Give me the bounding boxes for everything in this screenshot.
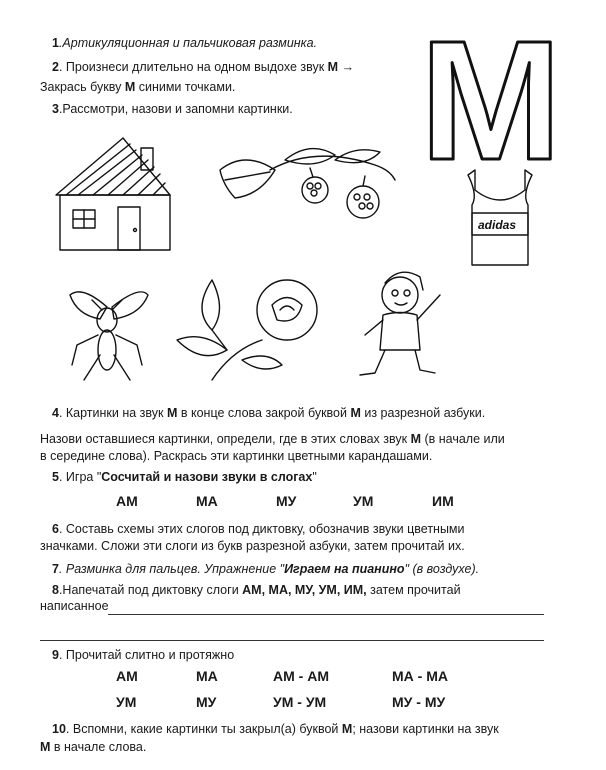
syllable-9-r2-2: МУ bbox=[196, 694, 217, 710]
arrow-right-icon: → bbox=[341, 60, 355, 74]
task-10-text2-b: в начале слова. bbox=[50, 740, 147, 754]
task-8-line2 bbox=[40, 599, 109, 613]
task-2-sound: М bbox=[327, 60, 339, 74]
tank-top-picture bbox=[460, 165, 540, 275]
task-10-text-c: ; назови картинки на звук bbox=[352, 722, 499, 736]
task-6-line2 bbox=[40, 539, 465, 553]
task-10-text-b: М bbox=[341, 722, 353, 736]
syllable-9-r1-1: АМ bbox=[116, 668, 138, 684]
task-4-p2-b: М bbox=[410, 432, 421, 446]
task-2-line2-c: синими точками. bbox=[135, 80, 236, 94]
task-5-number: 5 bbox=[52, 470, 59, 484]
task-4-p2-a: Назови оставшиеся картинки, определи, где в этих словах звук bbox=[40, 432, 411, 446]
syllable-9-r1-4: МА - МА bbox=[392, 668, 448, 684]
syllable-9-r1-3: АМ - АМ bbox=[273, 668, 329, 684]
writing-line-1[interactable] bbox=[108, 614, 544, 615]
task-3 bbox=[52, 102, 293, 116]
task-8-text-c: затем прочитай bbox=[366, 583, 461, 597]
task-4-number: 4 bbox=[52, 406, 59, 420]
syllable-5-2: МА bbox=[196, 493, 218, 509]
task-5-text-c: " bbox=[312, 470, 317, 484]
task-3-text: .Рассмотри, назови и запомни картинки. bbox=[58, 102, 293, 116]
task-4 bbox=[52, 406, 485, 420]
task-10-number: 10 bbox=[52, 722, 66, 736]
task-4-text-a: . Картинки на звук bbox=[58, 406, 167, 420]
task-5 bbox=[52, 470, 317, 484]
task-1 bbox=[52, 36, 317, 50]
task-10-text2-a: М bbox=[40, 740, 51, 754]
task-4-text-c: в конце слова закрой буквой bbox=[177, 406, 351, 420]
task-10-line2 bbox=[40, 740, 146, 754]
raspberry-picture bbox=[215, 140, 405, 230]
syllable-9-r2-4: МУ - МУ bbox=[392, 694, 446, 710]
task-7 bbox=[52, 562, 479, 576]
task-7-text-c: " (в воздухе). bbox=[404, 562, 480, 576]
task-6 bbox=[52, 522, 465, 536]
task-2 bbox=[52, 60, 354, 74]
shirt-brand-text: adidas bbox=[478, 218, 517, 232]
task-2-line2 bbox=[40, 80, 235, 94]
task-8 bbox=[52, 583, 461, 597]
task-2-line2-a: Закрась букву bbox=[40, 80, 125, 94]
task-1-number: 1 bbox=[52, 36, 59, 50]
task-5-text-b: Сосчитай и назови звуки в слогах bbox=[101, 470, 313, 484]
task-7-text-a: . Разминка для пальцев. Упражнение " bbox=[58, 562, 285, 576]
syllable-5-5: ИМ bbox=[432, 493, 454, 509]
syllable-5-1: АМ bbox=[116, 493, 138, 509]
task-7-text-b: Играем на пианино bbox=[284, 562, 405, 576]
syllable-5-3: МУ bbox=[276, 493, 297, 509]
task-2-line2-b: М bbox=[124, 80, 136, 94]
writing-line-2[interactable] bbox=[40, 640, 544, 641]
task-2-text: . Произнеси длительно на одном выдохе звук bbox=[58, 60, 328, 74]
house-picture bbox=[38, 130, 178, 255]
task-8-text-a: .Напечатай под диктовку слоги bbox=[58, 583, 243, 597]
task-6-number: 6 bbox=[52, 522, 59, 536]
task-1-text: .Артикуляционная и пальчиковая разминка. bbox=[58, 36, 318, 50]
task-4-text-b: М bbox=[166, 406, 178, 420]
task-5-text-a: . Игра " bbox=[58, 470, 102, 484]
task-6-text2: значками. Сложи эти слоги из букв разрезной азбуки, затем прочитай их. bbox=[40, 539, 465, 553]
task-10 bbox=[52, 722, 499, 736]
task-8-text2: написанное bbox=[40, 599, 109, 613]
big-letter-m-glyph: М bbox=[420, 6, 562, 196]
task-3-number: 3 bbox=[52, 102, 59, 116]
task-9 bbox=[52, 648, 234, 662]
gnome-picture bbox=[345, 265, 455, 385]
big-letter-m bbox=[420, 6, 580, 196]
task-2-number: 2 bbox=[52, 60, 59, 74]
syllable-9-r1-2: МА bbox=[196, 668, 218, 684]
task-4-text-d: М bbox=[350, 406, 361, 420]
task-9-text: . Прочитай слитно и протяжно bbox=[58, 648, 235, 662]
task-4-p2-line2 bbox=[40, 449, 432, 463]
task-7-number: 7 bbox=[52, 562, 59, 576]
task-4-p2 bbox=[40, 432, 505, 446]
rose-picture bbox=[172, 270, 342, 390]
task-6-text: . Составь схемы этих слогов под диктовку, обозначив звуки цветными bbox=[58, 522, 465, 536]
task-4-p2-c: (в начале или bbox=[420, 432, 505, 446]
fly-picture bbox=[62, 285, 152, 395]
task-8-number: 8 bbox=[52, 583, 59, 597]
syllable-9-r2-3: УМ - УМ bbox=[273, 694, 327, 710]
task-4-p2-d: в середине слова). Раскрась эти картинки цветными карандашами. bbox=[40, 449, 433, 463]
syllable-5-4: УМ bbox=[353, 493, 374, 509]
syllable-9-r2-1: УМ bbox=[116, 694, 137, 710]
task-10-text-a: . Вспомни, какие картинки ты закрыл(а) буквой bbox=[65, 722, 342, 736]
task-8-text-b: АМ, МА, МУ, УМ, ИМ, bbox=[242, 583, 367, 597]
task-4-text-e: из разрезной азбуки. bbox=[360, 406, 486, 420]
task-9-number: 9 bbox=[52, 648, 59, 662]
